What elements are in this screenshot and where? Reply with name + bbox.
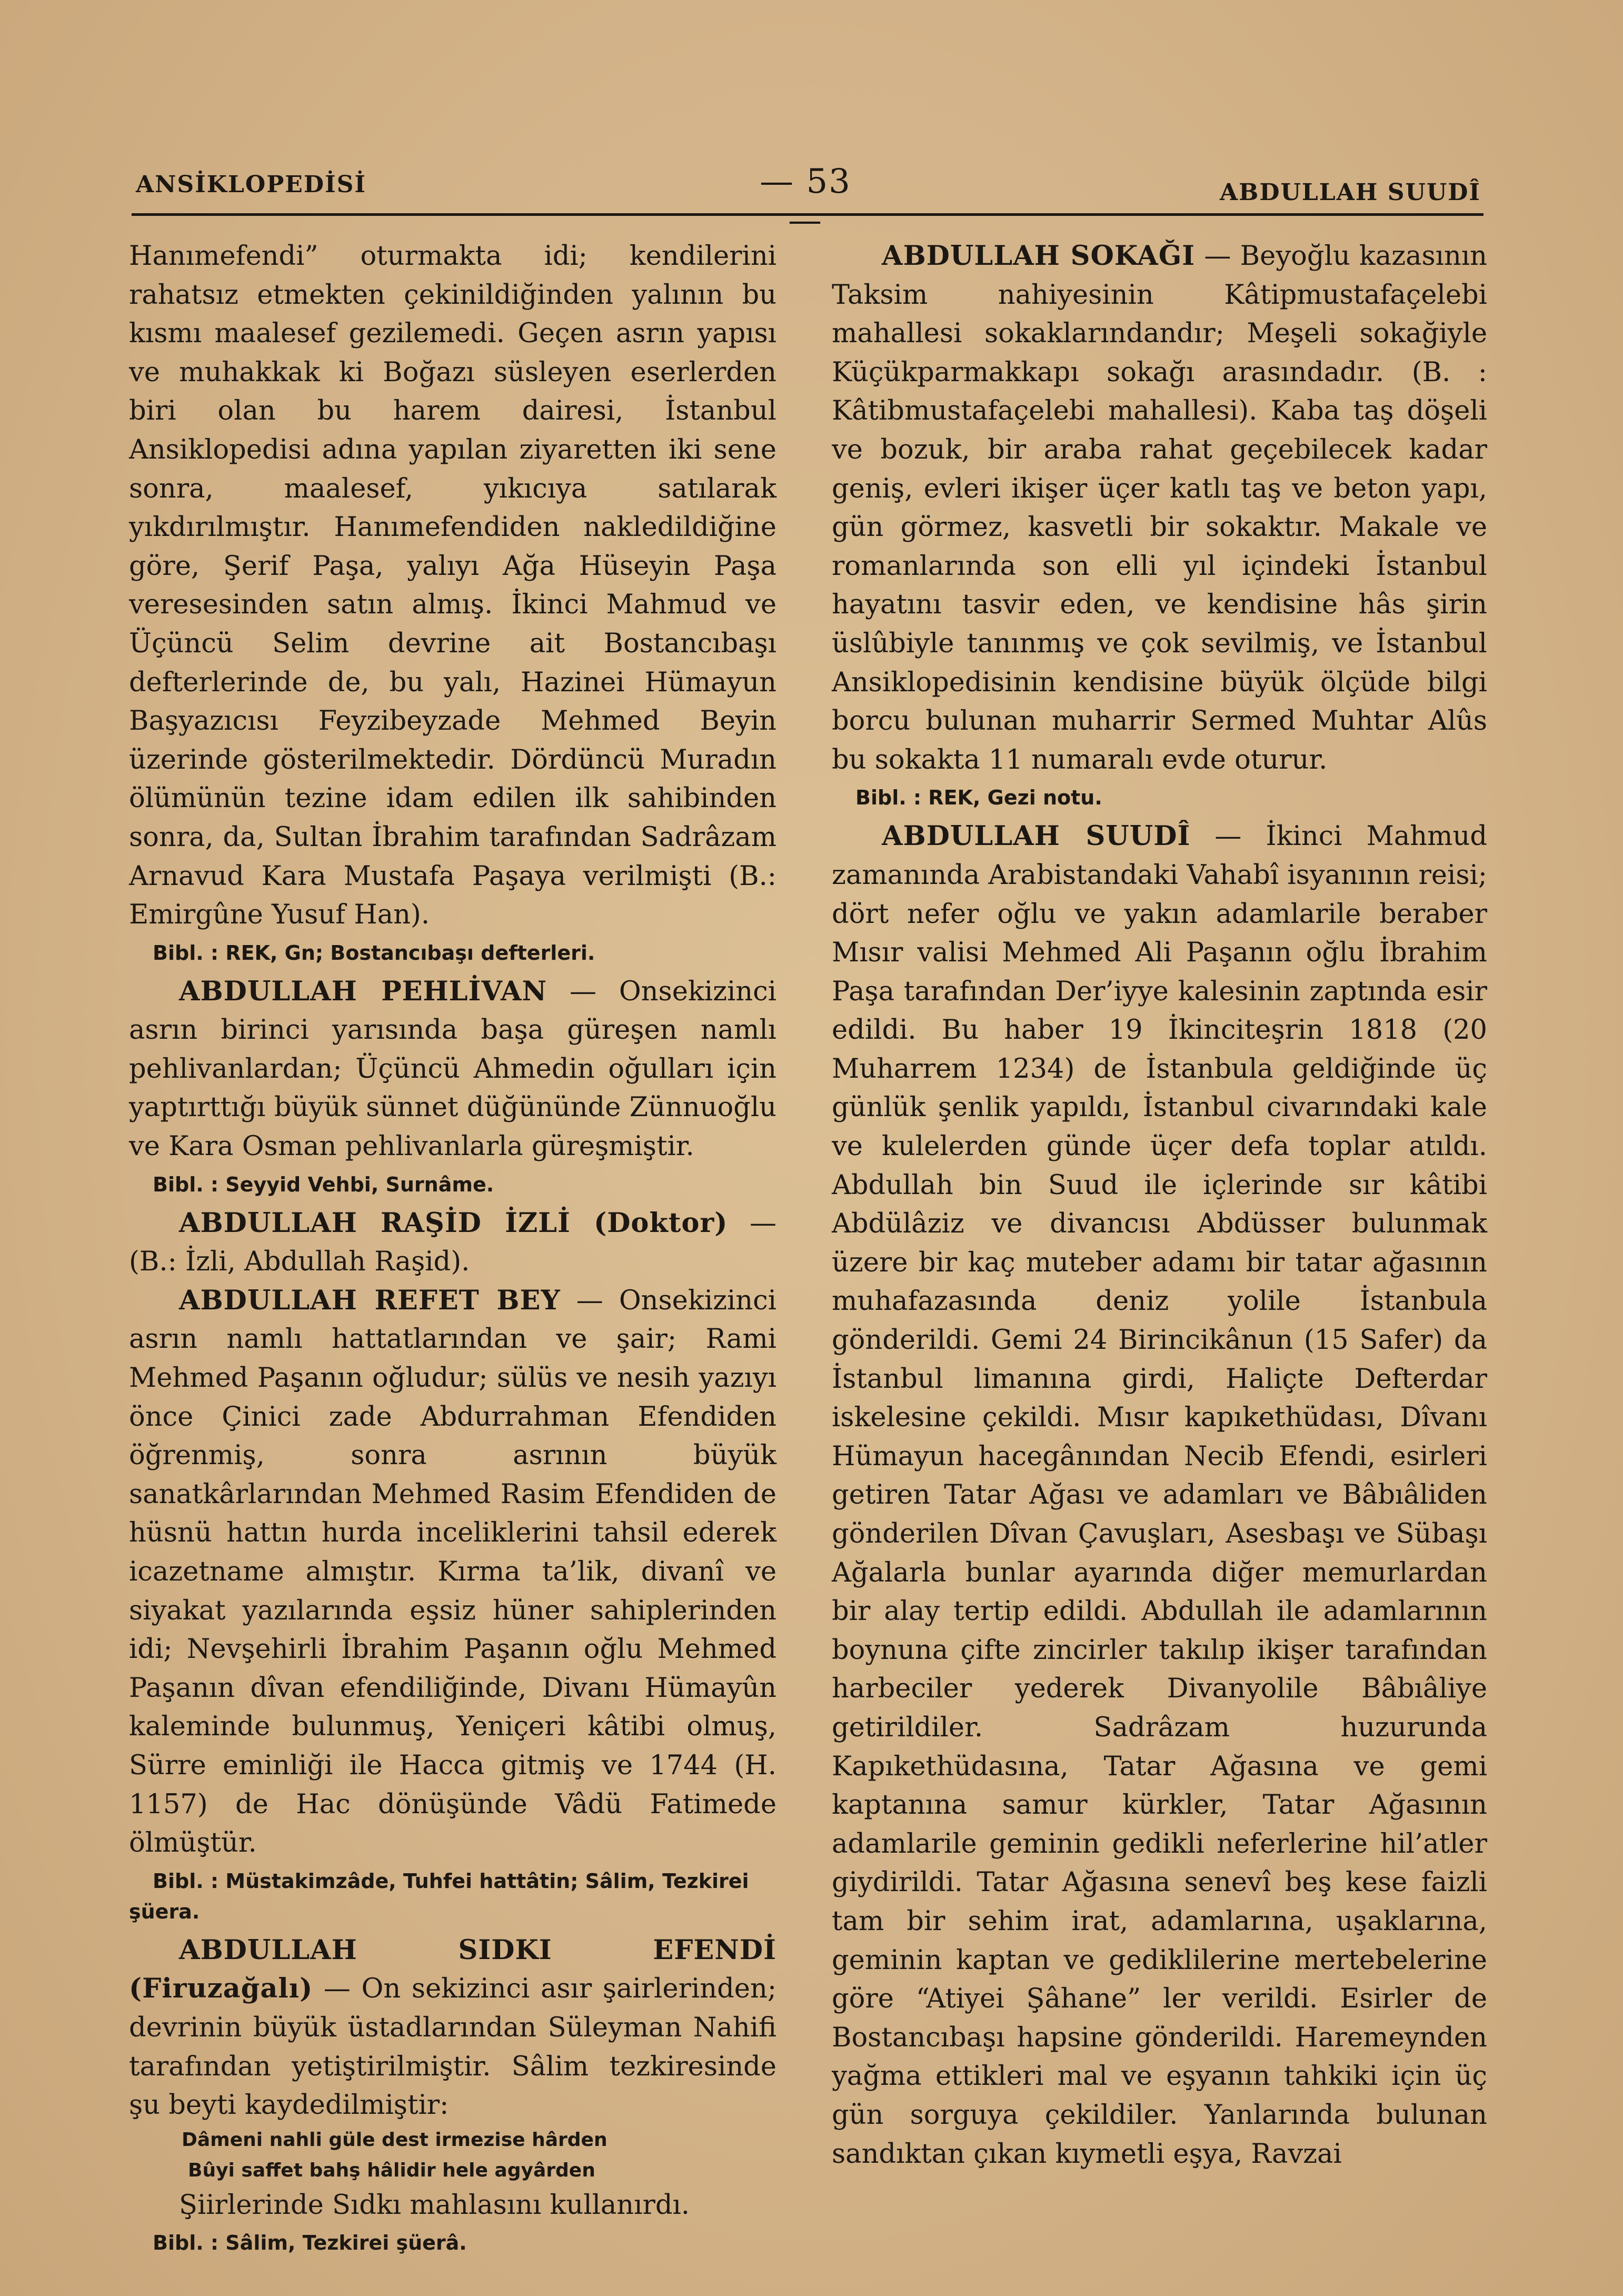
entry-body: — On sekizinci asır şairlerinden; devrinin büyük üstadlarından Süleyman Nahifi tarafından yetiştirilmiştir. Sâlim tezkiresinde şu beyti kaydedilmiştir: xyxy=(129,1973,776,2121)
bibliography: Bibl. : REK, Gn; Bostancıbaşı defterleri. xyxy=(153,941,595,965)
entry-refet-bey xyxy=(129,1281,776,1863)
left-column xyxy=(129,237,776,2262)
entry-abdullah-sokagi xyxy=(832,237,1487,779)
bibliography: Bibl. : Sâlim, Tezkirei şüerâ. xyxy=(153,2231,467,2255)
entry-text: Şiirlerinde Sıdkı mahlasını kullanırdı. xyxy=(179,2189,690,2221)
entry-heading: ABDULLAH PEHLİVAN xyxy=(179,975,547,1007)
running-head-right: ABDULLAH SUUDÎ xyxy=(1219,179,1481,206)
entry-pehlivan xyxy=(129,972,776,1166)
entry-body: — Beyoğlu kazasının Taksim nahiyesinin Kâtipmustafaçelebi mahallesi sokaklarındandır; Meşeli sokağiyle Küçükparmakkapı sokağı arasındadır. (B. : Kâtibmustafaçelebi mahallesi). Kaba taş döşeli ve bozuk, bir araba rahat geçebilecek kadar geniş, evleri ikişer üçer katlı taş ve beton yapı, gün görmez, kasvetli bir sokaktır. Makale ve romanlarında son elli yıl içindeki İstanbul hayatını tasvir eden, ve kendisine hâs şirin üslûbiyle tanınmış ve çok sevilmiş, ve İstanbul Ansiklopedisinin kendisine büyük ölçüde bilgi borcu bulunan muharrir Sermed Muhtar Alûs bu sokakta 11 numaralı evde oturur. xyxy=(832,241,1487,776)
bibliography: Bibl. : Seyyid Vehbi, Surnâme. xyxy=(153,1172,494,1196)
entry-heading: ABDULLAH REFET BEY xyxy=(179,1284,561,1316)
entry-body: — Onsekizinci asrın birinci yarısında başa güreşen namlı pehlivanlardan; Üçüncü Ahmedin oğulları için yaptırttığı büyük sünnet düğününde Zünnuoğlu ve Kara Osman pehlivanlarla güreşmiştir. xyxy=(129,976,776,1162)
header-rule xyxy=(132,213,1483,216)
entry-heading: ABDULLAH RAŞİD İZLİ (Doktor) xyxy=(179,1207,728,1239)
right-column xyxy=(832,237,1487,2173)
verse-line: Bûyi saffet bahş hâlidir hele agyârden xyxy=(188,2159,595,2181)
entry-body: — (B.: İzli, Abdullah Raşid). xyxy=(129,1207,776,1278)
entry-body: — Onsekizinci asrın namlı hattatlarından ve şair; Rami Mehmed Paşanın oğludur; sülüs ve nesih yazıyı önce Çinici zade Abdurrahman Efendiden öğrenmiş, sonra asrının büyük sanatkârlarından Mehmed Rasim Efendiden de hüsnü hattın hurda inceliklerini tahsil ederek icazetname almıştır. Kırma ta’lik, divanî ve siyakat yazılarında eşsiz hüner sahiplerinden idi; Nevşehirli İbrahim Paşanın oğlu Mehmed Paşanın dîvan efendiliğinde, Divanı Hümayûn kalemindе bulunmuş, Yeniçeri kâtibi olmuş, Sürre eminliği ile Hacca gitmiş ve 1744 (H. 1157) de Hac dönüşünde Vâdü Fatimede ölmüştür. xyxy=(129,1285,776,1859)
page-number: — 53 — xyxy=(760,162,851,240)
entry-abdullah-suudi xyxy=(832,817,1487,2173)
entry-rasid-izli xyxy=(129,1204,776,1281)
entry-heading: ABDULLAH SIDKI EFENDİ (Firuzağalı) xyxy=(129,1934,776,2005)
entry-heading: ABDULLAH SUUDÎ xyxy=(882,820,1191,852)
entry-heading: ABDULLAH SOKAĞI xyxy=(882,240,1196,272)
bibliography: Bibl. : REK, Gezi notu. xyxy=(855,786,1102,810)
verse-line: Dâmeni nahli güle dest irmezise hârden xyxy=(182,2129,608,2151)
continued-text: Hanımefendi” oturmakta idi; kendilerini rahatsız etmekten çekinildiğinden yalının bu kısmı maalesef gezilemedi. Geçen asrın yapısı ve muhakkak ki Boğazı süsleyen eserlerden biri olan bu harem dairesi, İstanbul Ansiklopedisi adına yapılan ziyaretten iki sene sonra, maalesef, yıkıcıya satılarak yıkdırılmıştır. Hanımefendiden nakledildiğine göre, Şerif Paşa, yalıyı Ağa Hüseyin Paşa veresesinden satın almış. İkinci Mahmud ve Üçüncü Selim devrine ait Bostancıbaşı defterlerinde de, bu yalı, Hazinei Hümayun Başyazıcısı Feyzibeyzade Mehmed Beyin üzerinde gösterilmektedir. Dördüncü Muradın ölümünün tezine idam edilen ilk sahibinden sonra, da, Sultan İbrahim tarafından Sadrâzam Arnavud Kara Mustafa Paşaya verilmişti (B.: Emirgûne Yusuf Han). xyxy=(129,241,776,931)
entry-body: — İkinci Mahmud zamanında Arabistandaki Vahabî isyanının reisi; dört nefer oğlu ve yakın adamlarile beraber Mısır valisi Mehmed Ali Paşanın oğlu İbrahim Paşa tarafından Der’iyye kalesinin zaptında esir edildi. Bu haber 19 İkinciteşrin 1818 (20 Muharrem 1234) de İstanbula geldiğinde üç günlük şenlik yapıldı, İstanbul civarındaki kale ve kulelerden günde üçer defa toplar atıldı. Abdullah bin Suud ile içlerinde sır kâtibi Abdülâziz ve divancısı Abdüsser bulunmak üzere bir kaç muteber adamı bir tatar ağasının muhafazasında deniz yolile İstanbula gönderildi. Gemi 24 Birincikânun (15 Safer) da İstanbul limanına girdi, Haliçte Defterdar iskelesine çekildi. Mısır kapıkethüdası, Dîvanı Hümayun hacegânından Necib Efendi, esirleri getiren Tatar Ağası ve adamları ve Bâbıâliden gönderilen Dîvan Çavuşları, Asesbaşı ve Sübaşı Ağalarla bunlar ayarında diğer memurlardan bir alay tertip edildi. Abdullah ile adamlarının boynuna çifte zincirler takılıp ikişer tarafından harbeciler yederek Divanyolile Bâbıâliye getirildiler. Sadrâzam huzurunda Kapıkethüdasına, Tatar Ağasına ve gemi kaptanına samur kürkler, Tatar Ağasının adamlarile geminin gedikli neferlerine hil’atler giydirildi. Tatar Ağasına senevî beş kese faizli tam bir sehim irat, adamlarına, uşaklarına, geminin kaptan ve gediklilerine mertebelerine göre “Atiyei Şâhane” ler verildi. Esirler de Bostancıbaşı hapsine gönderildi. Haremeynden yağma ettikleri mal ve eşyanın tahkiki için üç gün sorguya çekildiler. Yanlarında bulunan sandıktan çıkan kıymetli eşya, Ravzai xyxy=(832,821,1487,2170)
bibliography: Bibl. : Müstakimzâde, Tuhfei hattâtin; Sâlim, Tezkirei şüera. xyxy=(129,1869,749,1923)
entry-sidki-efendi xyxy=(129,1931,776,2125)
running-head-left: ANSİKLOPEDİSİ xyxy=(136,171,366,198)
